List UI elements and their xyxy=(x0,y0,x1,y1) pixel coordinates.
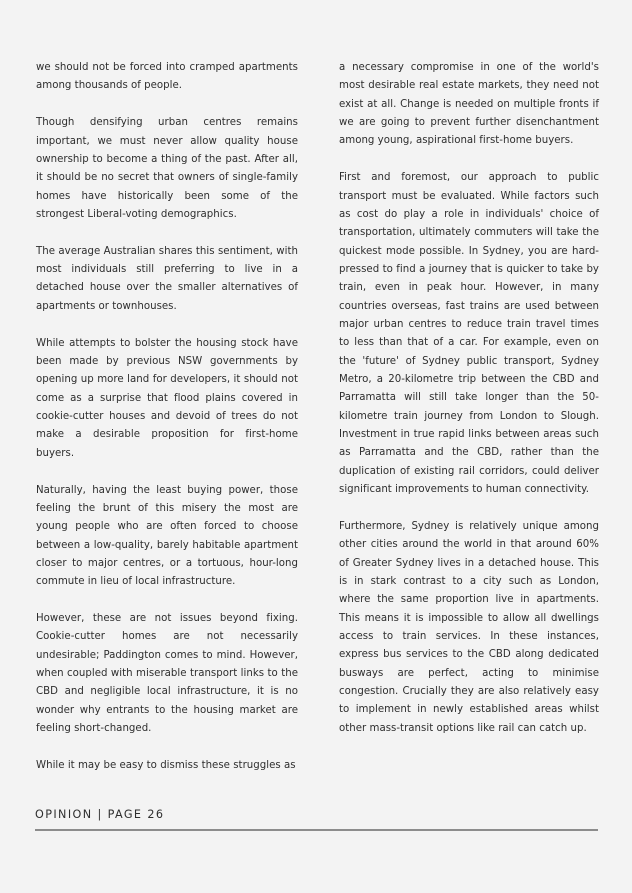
body-paragraph: However, these are not issues beyond fixing. Cookie-cutter homes are not necessarily undesirable; Paddington comes to mind. However, when coupled with miserable transport links to the CBD and negligible local infrastructure, it is no wonder why entrants to the housing market are feeling short-changed. xyxy=(36,613,298,735)
body-paragraph: While attempts to bolster the housing stock have been made by previous NSW governments by opening up more land for developers, it should not come as a surprise that flood plains covered in cookie-cutter houses and devoid of trees do not make a desirable proposition for first-home buyers. xyxy=(36,337,298,459)
footer-divider xyxy=(35,829,598,831)
body-paragraph: Furthermore, Sydney is relatively unique among other cities around the world in that around 60% of Greater Sydney lives in a detached house. This is in stark contrast to a city such as London, where the same proportion live in apartments. This means it is impossible to allow all dwellings access to train services. In these instances, express bus services to the CBD along dedicated busways are perfect, acting to minimise congestion. Crucially they are also relatively easy to implement in newly established areas whilst other mass-transit options like rail can catch up. xyxy=(339,520,599,734)
right-column xyxy=(339,59,599,757)
body-paragraph: Though densifying urban centres remains important, we must never allow quality house ownership to become a thing of the past. After all, it should be no secret that owners of single-family homes have historically been some of the strongest Liberal-voting demographics. xyxy=(36,117,298,220)
body-paragraph: While it may be easy to dismiss these struggles as xyxy=(36,760,296,771)
body-paragraph: we should not be forced into cramped apartments among thousands of people. xyxy=(36,62,298,92)
body-paragraph: First and foremost, our approach to public transport must be evaluated. While factors such as cost do play a role in individuals' choice of transportation, ultimately commuters will take the quickest mode possible. In Sydney, you are hard-pressed to find a journey that is quicker to take by train, even in peak hour. However, in many countries overseas, fast trains are used between major urban centres to reduce train travel times to less than that of a car. For example, even on the 'future' of Sydney public transport, Sydney Metro, a 20-kilometre trip between the CBD and Parramatta will still take longer than the 50-kilometre train journey from London to Slough. Investment in true rapid links between areas such as Parramatta and the CBD, rather than the duplication of existing rail corridors, could deliver significant improvements to human connectivity. xyxy=(339,172,599,496)
body-paragraph: a necessary compromise in one of the world's most desirable real estate markets, they need not exist at all. Change is needed on multiple fronts if we are going to prevent further disenchantment among young, aspirational first-home buyers. xyxy=(339,62,599,147)
body-paragraph: Naturally, having the least buying power, those feeling the brunt of this misery the most are young people who are often forced to choose between a low-quality, barely habitable apartment closer to major centres, or a tortuous, hour-long commute in lieu of local infrastructure. xyxy=(36,484,298,588)
left-column xyxy=(36,59,298,794)
page-footer-label: OPINION | PAGE 26 xyxy=(35,808,165,821)
body-paragraph: The average Australian shares this sentiment, with most individuals still preferring to live in a detached house over the smaller alternatives of apartments or townhouses. xyxy=(36,245,298,312)
